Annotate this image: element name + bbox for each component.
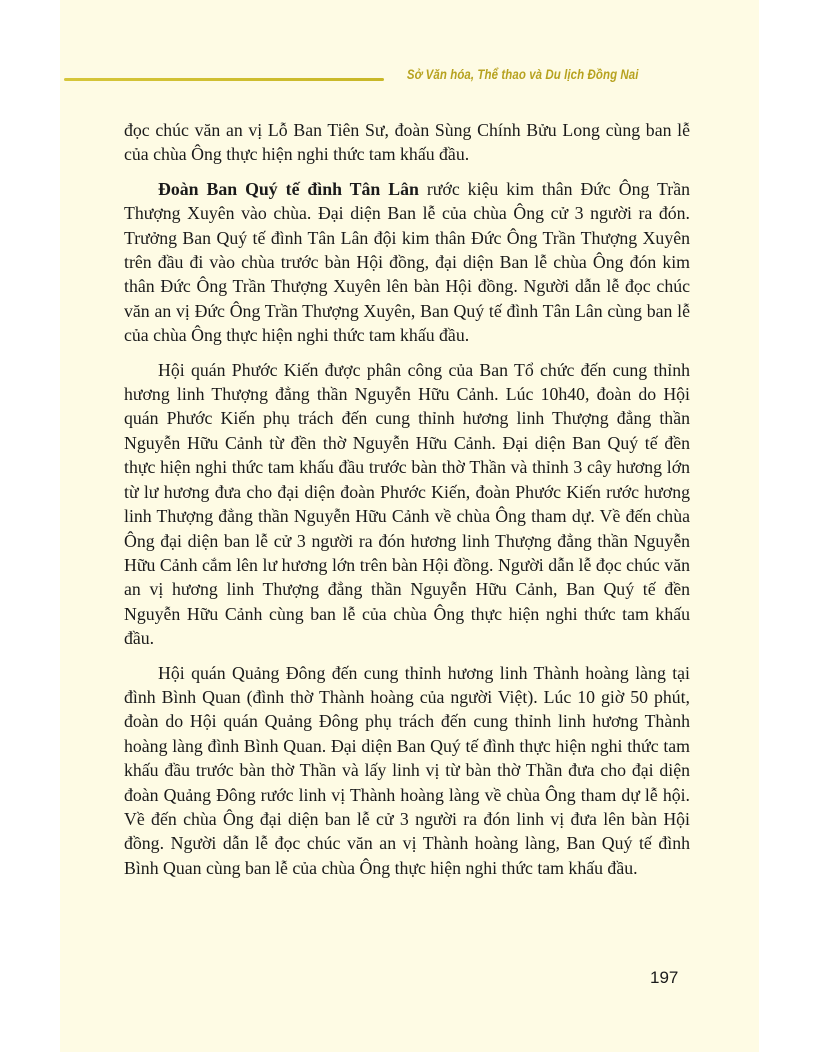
paragraph-2-bold-lead: Đoàn Ban Quý tế đình Tân Lân [158,178,419,199]
paragraph-2-text: rước kiệu kim thân Đức Ông Trần Thượng Xuyên vào chùa. Đại diện Ban lễ của chùa Ông cử 3 người ra đón. Trưởng Ban Quý tế đình Tân Lân đội kim thân Đức Ông Trần Thượng Xuyên trên đầu đi vào chùa trước bàn Hội đồng, đại diện Ban lễ chùa Ông đón kim thân Đức Ông Trần Thượng Xuyên lên bàn Hội đồng. Người dẫn lễ đọc chúc văn an vị Đức Ông Trần Thượng Xuyên, Ban Quý tế đình Tân Lân cùng ban lễ của chùa Ông thực hiện nghi thức tam khấu đầu. [124,178,690,346]
paragraph-2 [124,177,690,348]
paragraph-3 [124,358,690,651]
paragraph-4-text: Hội quán Quảng Đông đến cung thỉnh hương linh Thành hoàng làng tại đình Bình Quan (đình thờ Thành hoàng của người Việt). Lúc 10 giờ 50 phút, đoàn do Hội quán Quảng Đông phụ trách đến cung thỉnh linh hương Thành hoàng làng đình Bình Quan. Đại diện Ban Quý tế đình thực hiện nghi thức tam khấu đầu trước bàn thờ Thần và lấy linh vị từ bàn thờ Thần đưa cho đại diện đoàn Quảng Đông rước linh vị Thành hoàng làng về chùa Ông tham dự lễ hội. Về đến chùa Ông đại diện ban lễ cử 3 người ra đón linh vị đưa lên bàn Hội đồng. Người dẫn lễ đọc chúc văn an vị Thành hoàng làng, Ban Quý tế đình Bình Quan cùng ban lễ của chùa Ông thực hiện nghi thức tam khấu đầu. [124,662,690,878]
header-title: Sở Văn hóa, Thể thao và Du lịch Đồng Nai [407,66,639,82]
body-text [124,118,690,890]
header-rule [64,78,384,81]
paragraph-4 [124,661,690,881]
paragraph-1 [124,118,690,167]
running-header [64,58,639,88]
paragraph-3-text: Hội quán Phước Kiến được phân công của Ban Tổ chức đến cung thỉnh hương linh Thượng đẳng thần Nguyễn Hữu Cảnh. Lúc 10h40, đoàn do Hội quán Phước Kiến phụ trách đến cung thỉnh hương linh Thượng đẳng thần Nguyễn Hữu Cảnh từ đền thờ Nguyễn Hữu Cảnh. Đại diện Ban Quý tế đền thực hiện nghi thức tam khấu đầu trước bàn thờ Thần và thỉnh 3 cây hương lớn từ lư hương đưa cho đại diện đoàn Phước Kiến, đoàn Phước Kiến rước hương linh Thượng đẳng thần Nguyễn Hữu Cảnh về chùa Ông tham dự. Về đến chùa Ông đại diện ban lễ cử 3 người ra đón hương linh Thượng đẳng thần Nguyễn Hữu Cảnh cắm lên lư hương lớn trên bàn Hội đồng. Người dẫn lễ đọc chúc văn an vị hương linh Thượng đẳng thần Nguyễn Hữu Cảnh, Ban Quý tế đền Nguyễn Hữu Cảnh cùng ban lễ của chùa Ông thực hiện nghi thức tam khấu đầu. [124,359,690,649]
page-number: 197 [650,968,679,987]
paragraph-1-text: đọc chúc văn an vị Lỗ Ban Tiên Sư, đoàn Sùng Chính Bửu Long cùng ban lễ của chùa Ông thực hiện nghi thức tam khấu đầu. [124,120,690,165]
